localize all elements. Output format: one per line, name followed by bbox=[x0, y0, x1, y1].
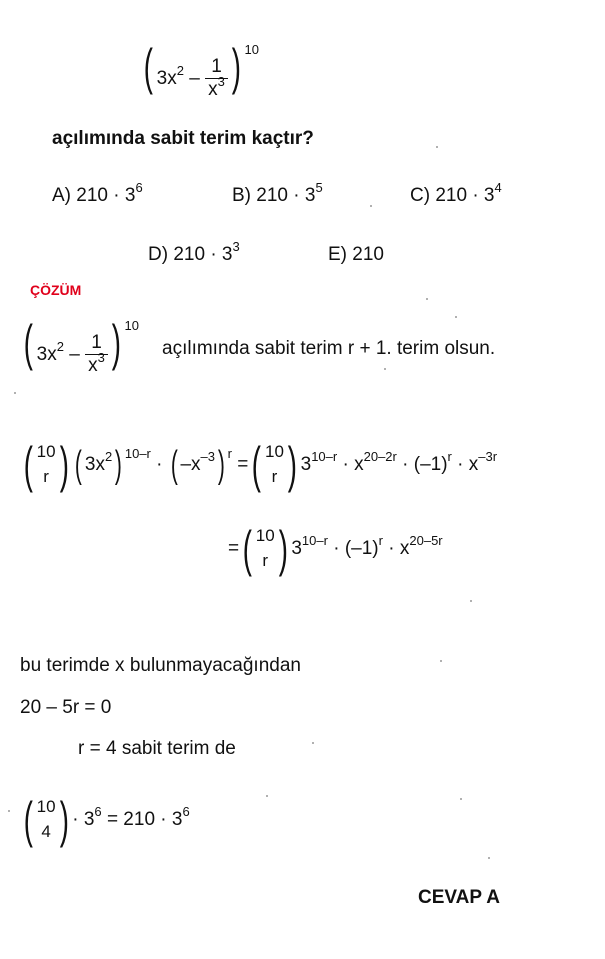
option-b: B) $210 \cdot 3^5$ bbox=[232, 180, 323, 206]
solution-line-2: = ( 10 r ) 3 10–r · (–1) r · x 20–5r bbox=[228, 521, 443, 577]
solution-equation: 20 – 5r = 0 bbox=[20, 697, 112, 718]
solution-heading: ÇÖZÜM bbox=[30, 282, 82, 298]
option-e: E) 210 bbox=[328, 244, 384, 265]
answer-label: CEVAP A bbox=[418, 887, 501, 908]
question-prompt: açılımında sabit terim kaçtır? bbox=[52, 128, 314, 149]
expr-coef: 3x bbox=[156, 68, 177, 89]
binom-final: ( 10 4 ) bbox=[23, 792, 69, 848]
solution-line-1: ( 10 r ) ( 3x 2 ) 10–r · ( –x –3 ) r = ( 10 r ) 3 10–r · x 20–2r · (–1) r · x –3r bbox=[20, 440, 497, 490]
intro-text: açılımında sabit terim r + 1. terim olsun. bbox=[162, 338, 496, 359]
binom-1: ( 10 r ) bbox=[23, 437, 69, 493]
option-c: C) $210 \cdot 3^4$ bbox=[410, 180, 502, 206]
frac-den: x bbox=[208, 78, 218, 100]
intro-expression: ( $3x^2$ – $\frac{1}{x^3}$ ) $^{10}$ bbox=[23, 315, 139, 376]
question-expression bbox=[140, 39, 259, 101]
expr-fraction bbox=[205, 57, 228, 102]
right-paren: ) bbox=[231, 39, 241, 95]
expr-minus: – bbox=[189, 68, 200, 89]
solution-final: ( 10 4 ) · 3 6 = 210 · 3 6 bbox=[20, 795, 190, 845]
solution-result: r = 4 sabit terim de bbox=[78, 738, 236, 759]
intro-fraction: $\frac{1}{x^3}$ bbox=[85, 333, 108, 378]
option-d: D) $210 \cdot 3^3$ bbox=[148, 239, 240, 265]
solution-note: bu terimde x bulunmayacağından bbox=[20, 655, 301, 676]
expr-coef-exp: 2 bbox=[176, 63, 184, 78]
left-paren: ( bbox=[143, 39, 153, 95]
frac-num: 1 bbox=[205, 57, 228, 79]
expr-outer-exp: 10 bbox=[244, 42, 259, 57]
frac-den-exp: 3 bbox=[217, 73, 225, 89]
option-a: A) $210 \cdot 3^6$ bbox=[52, 180, 143, 206]
binom-2: ( 10 r ) bbox=[252, 437, 297, 493]
binom-3: ( 10 r ) bbox=[242, 521, 288, 577]
